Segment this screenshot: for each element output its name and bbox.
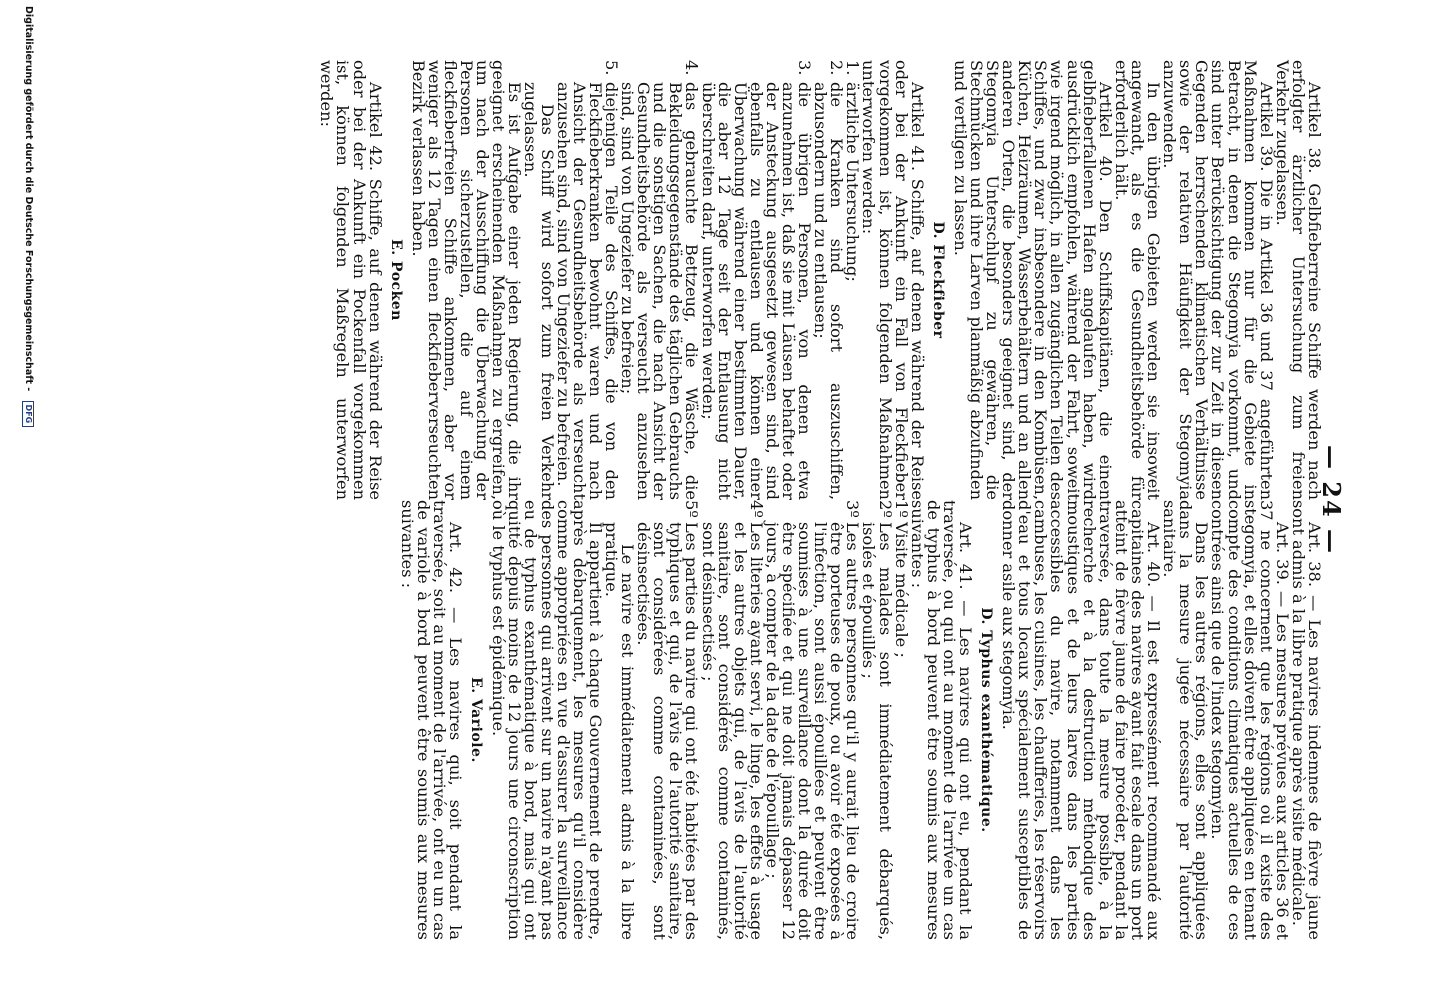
list-text: die übrigen Personen, von denen etwa anzunehmen ist, daß sie mit Läusen behaftet oder der Ansteckung ausgesetzt gewesen sind, sind ebenfalls zu entlausen und können einer Überwachung während einer bestimmten Dauer, die aber 12 Tage seit der Entlausung nicht überschreiten darf, unterworfen werden; (698, 82, 815, 500)
list-label: 1. (843, 60, 863, 76)
page-number: — 24 — (1317, 444, 1346, 556)
french-art39: Art. 39. — Les mesures prévues aux articles 36 et 37 ne concernent que les régions où il existe des stegomyia, et elles doivent être appliquées en tenant compte des conditions climatiques actuelles de ces contrées ainsi que de l'index stegomyien. (1208, 500, 1292, 940)
list-label: 2. (827, 60, 847, 76)
german-art42: Artikel 42. Schiffe, auf denen während der Reise oder bei der Ankunft ein Pockenfall vorgekommen ist, können folgenden Maßregeln unterworfen werden: (317, 60, 385, 500)
german-art41-item-3 (698, 60, 815, 500)
german-art39: Artikel 39. Die in Artikel 36 und 37 angeführten Maßnahmen kommen nur für die Gebiete in Betracht, in denen die Stegomyia vorkommt, und sind unter Berücksichtigung der zur Zeit in diesen Gegenden herrschenden klimatischen Verhältnisse sowie der relativen Häufigkeit der Stegomyia anzuwenden. (1160, 60, 1276, 500)
list-text: Visite médicale ; (891, 522, 911, 658)
digitization-credit (22, 0, 34, 1006)
list-label: 3º (843, 500, 863, 518)
german-art41-item-1 (843, 60, 863, 500)
list-label: 3. (795, 60, 815, 76)
list-label: 4º (746, 500, 766, 518)
list-text: Les literies ayant servi, le linge, les effets à usage et les autres objets qui, de l'avis de l'autorité sanitaire, sont considérés comme contaminés, sont désinsectisés ; (698, 522, 766, 940)
french-art41-item-1 (893, 500, 909, 940)
french-art41: Art. 41. — Les navires qui ont eu, pendant la traversée, ou qui ont au moment de l'arrivée un cas de typhus à bord peuvent être soumis aux mesures suivantes : (907, 500, 976, 940)
french-art41-admission: Le navire est immédiatement admis à la libre pratique. (601, 522, 638, 940)
french-art39-paragraph-2: Dans les autres régions, elles sont appliquées dans la mesure jugée nécessaire par l'autorité sanitaire. (1160, 500, 1212, 940)
french-art41-item-2 (859, 500, 895, 940)
list-text: Les malades sont immédiatement débarqués, isolés et épouillés ; (859, 522, 895, 940)
list-label: 1º (891, 500, 911, 518)
list-text: die Kranken sind sofort auszuschiffen, abzusondern und zu entlausen; (811, 82, 847, 500)
dfg-logo: DFG (22, 401, 34, 428)
list-text: ärztliche Untersuchung; (843, 82, 863, 282)
list-label: 2º (875, 500, 895, 518)
french-heading-d: D. Typhus exanthématique. (978, 607, 995, 833)
digitization-credit-text: Digitalisierung gefördert durch die Deutsche Forschungsgemeinschaft - (23, 6, 34, 392)
french-art42: Art. 42. — Les navires qui, soit pendant la traversée, soit au moment de l'arrivée, ont eu un cas de variole à bord peuvent être soumis aux mesures suivantes : (397, 500, 466, 940)
list-text: Les autres personnes qu'il y aurait lieu de croire être porteuses de poux, ou avoir été exposées à l'infection, sont aussi épouillées et peuvent être soumises à une surveillance dont la durée doit être spécifiée et qui ne doit jamais dépasser 12 jours, à compter de la date de l'épouillage ; (762, 522, 863, 940)
german-art40: Artikel 40. Den Schiffskapitänen, die einen gelbfieberfallenen Hafen angelaufen haben, wird ausdrücklich empfohlen, während der Fahrt, soweit wie irgend möglich, in allen zugänglichen Teilen des Schiffes, und zwar insbesondere in den Kombüsen, Küchen, Heizräumen, Wasserbehältern und an allen anderen Orten, die besonders geeignet sind, der Stegomyia Unterschlupf zu gewähren, die Stechmücken und ihre Larven planmäßig abzufinden und vertilgen zu lassen. (950, 60, 1115, 500)
list-text: Les parties du navire qui ont été habitées par des typhiques et qui, de l'avis de l'autorité sanitaire, sont considérées comme contaminées, sont désinsectisées. (634, 522, 702, 940)
french-art41-item-5 (634, 500, 702, 940)
french-art38: Art. 38. — Les navires indemnes de fièvre jaune sont admis à la libre pratique après visite médicale. (1288, 500, 1324, 940)
german-art41-government: Es ist Aufgabe einer jeden Regierung, die ihr geeignet erscheinenden Maßnahmen zu ergreifen, um nach der Ausschiffung die Überwachung der Personen sicherzustellen, die auf einem fleckfieberfreien Schiffe ankommen, aber vor weniger als 12 Tagen einen fleckfieberverseuchten Bezirk verlassen haben. (408, 60, 525, 500)
list-text: diejenigen Teile des Schiffes, die von den Fleckfieberkranken bewohnt waren und nach Ansicht der Gesundheitsbehörde als verseucht anzusehen sind, sind von Ungeziefer zu befreien. (553, 82, 621, 500)
french-heading-e: E. Variole. (468, 677, 485, 763)
german-heading-d: D. Fleckfieber (929, 221, 946, 339)
german-art41-item-5 (555, 60, 619, 500)
german-art39-paragraph-2: In den übrigen Gebieten werden sie insoweit angewandt, als es die Gesundheitsbehörde für erforderlich hält. (1111, 60, 1164, 500)
german-art38: Artikel 38. Gelbfieberreine Schiffe werden nach erfolgter ärztlicher Untersuchung zum freien Verkehr zugelassen. (1272, 60, 1324, 500)
list-label: 4. (682, 60, 702, 76)
german-column (318, 60, 1322, 500)
list-label: 5º (682, 500, 702, 518)
french-art41-government: Il appartient à chaque Gouvernement de prendre, après débarquement, les mesures qu'il considère comme appropriées en vue d'assurer la surveillance des personnes qui arrivent sur un navire n'ayant pas eu de typhus exanthématique à bord, mais qui ont quitté depuis moins de 12 jours une circonscription où le typhus est épidémique. (489, 500, 605, 940)
list-text: das gebrauchte Bettzeug, die Wäsche, die Bekleidungsgegenstände des täglichen Gebrauchs und die sonstigen Sachen, die nach Ansicht der Gesundheitsbehörde als verseucht anzusehen sind, sind von Ungeziefer zu befreien; (618, 82, 702, 500)
list-label: 5. (601, 60, 621, 76)
french-art40: Art. 40. — Il est expressément recommandé aux capitaines des navires ayant fait escale dans un port atteint de fièvre jaune de faire procéder, pendant la traversée, dans toute la mesure possible, à la recherche et à la destruction méthodique des moustiques et de leurs larves dans les parties accessibles du navire, notamment dans les cambuses, les cuisines, les chaufferies, les réservoirs d'eau et tous locaux spécialement susceptibles de donner asile aux stegomyia. (999, 500, 1164, 940)
german-art41-item-4 (618, 60, 702, 500)
german-art41-admission: Das Schiff wird sofort zum freien Verkehr zugelassen. (521, 82, 557, 500)
french-column (399, 500, 1322, 940)
german-art41: Artikel 41. Schiffe, auf denen während der Reise oder bei der Ankunft ein Fall von Fleckfieber vorgekommen ist, können folgenden Maßnahmen unterworfen werden: (859, 60, 927, 500)
french-art41-item-3 (764, 500, 861, 940)
french-art41-item-4 (698, 500, 766, 940)
german-heading-e: E. Pocken (387, 239, 404, 321)
german-art41-item-2 (811, 60, 847, 500)
